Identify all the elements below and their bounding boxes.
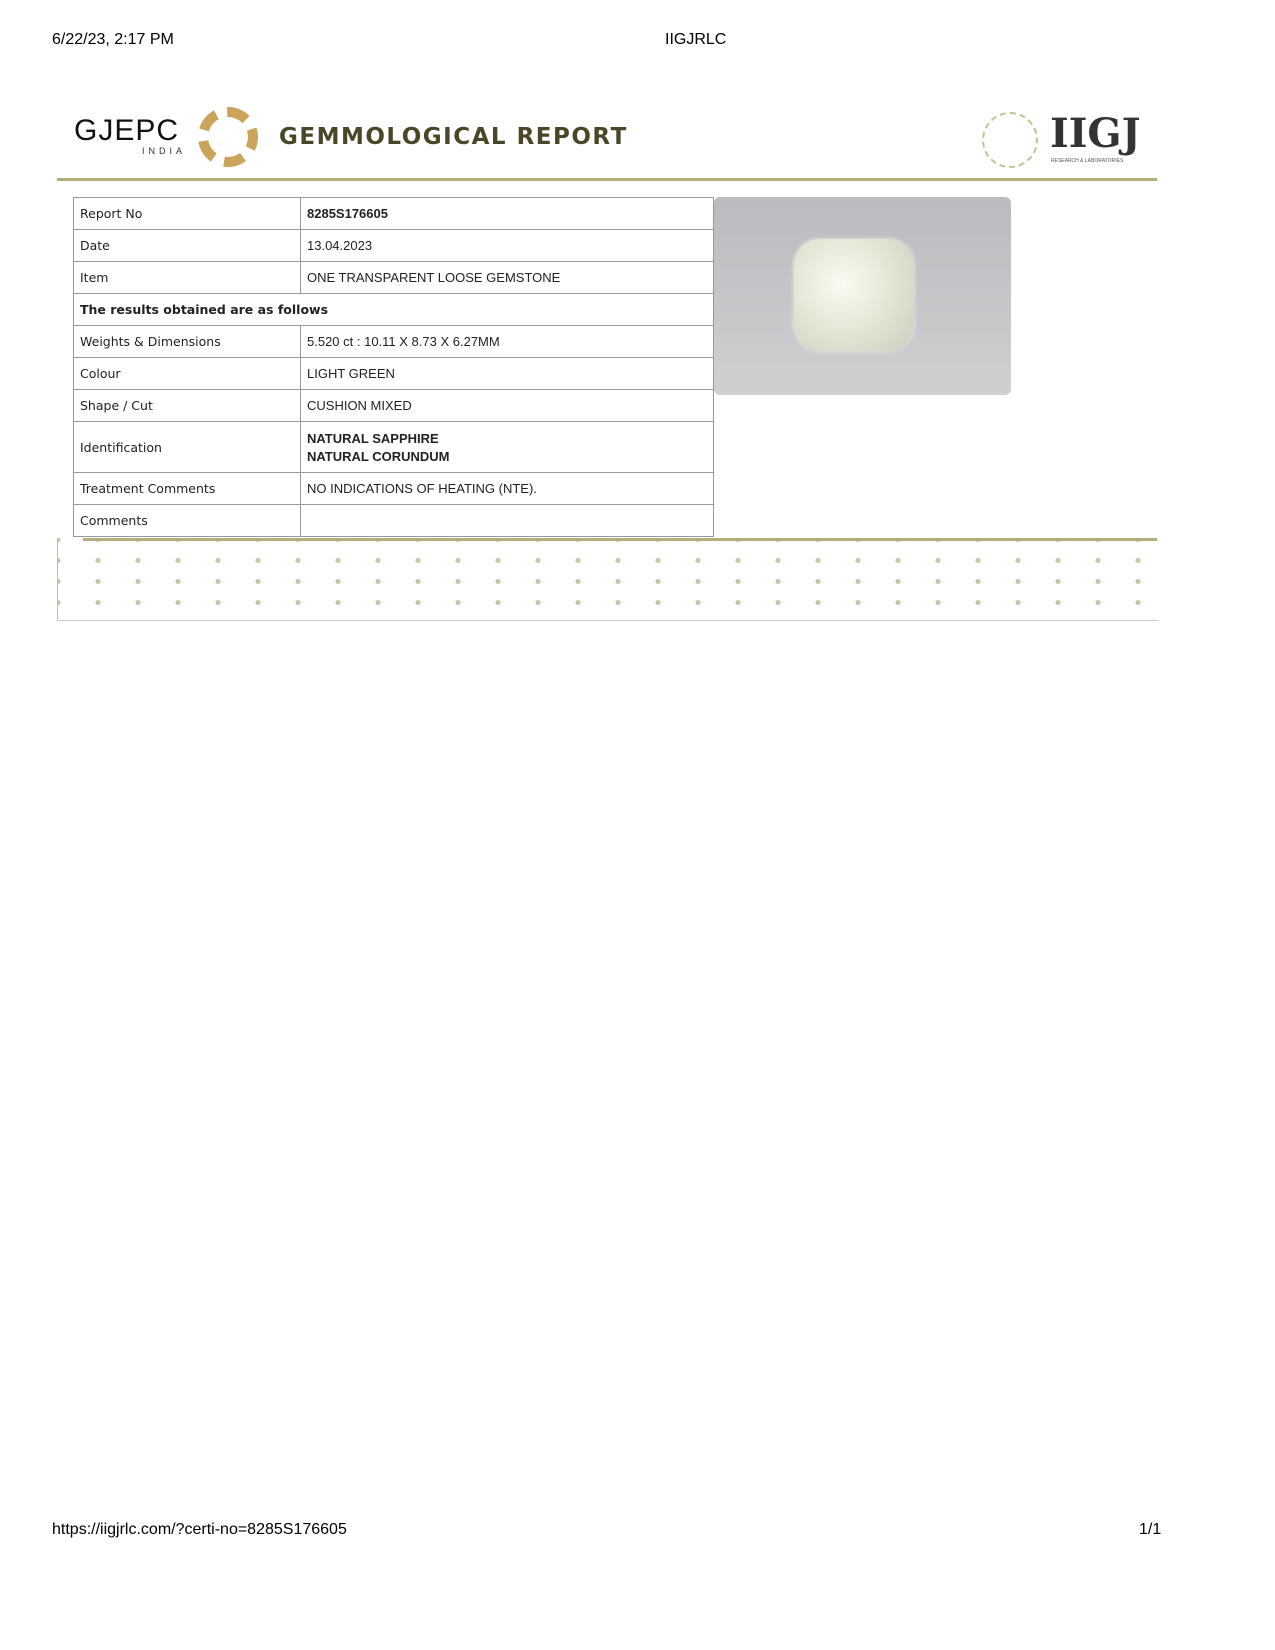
iigj-logo-sub: RESEARCH & LABORATORIES (1051, 158, 1124, 164)
print-page-count: 1/1 (1139, 1521, 1162, 1538)
gjepc-logo-text: GJEPC (74, 114, 180, 147)
results-heading: The results obtained are as follows (74, 294, 714, 326)
table-row (74, 230, 714, 262)
label-comments: Comments (74, 505, 301, 537)
print-page-title: IIGJRLC (665, 31, 727, 48)
value-item: ONE TRANSPARENT LOOSE GEMSTONE (301, 262, 714, 294)
label-weights: Weights & Dimensions (74, 326, 301, 358)
table-row (74, 505, 714, 537)
table-row (74, 473, 714, 505)
table-row (74, 390, 714, 422)
iigj-burst-icon (982, 112, 1038, 168)
table-row (74, 262, 714, 294)
label-colour: Colour (74, 358, 301, 390)
table-row (74, 358, 714, 390)
print-url: https://iigjrlc.com/?certi-no=8285S176605 (52, 1521, 347, 1538)
value-identification-1: NATURAL SAPPHIRE (307, 430, 439, 446)
value-treatment: NO INDICATIONS OF HEATING (NTE). (301, 473, 714, 505)
label-date: Date (74, 230, 301, 262)
value-identification-2: NATURAL CORUNDUM (307, 448, 450, 464)
print-datetime: 6/22/23, 2:17 PM (52, 31, 174, 48)
table-row (74, 294, 714, 326)
table-row (74, 198, 714, 230)
header-divider (57, 178, 1157, 181)
gemstone-photo (714, 197, 1011, 395)
report-table (73, 197, 714, 537)
star-band-divider (83, 538, 1157, 541)
gjepc-sun-icon (198, 107, 258, 167)
value-report-no: 8285S176605 (301, 198, 714, 230)
value-date: 13.04.2023 (301, 230, 714, 262)
iigj-logo: IIGJ (1050, 110, 1141, 157)
label-item: Item (74, 262, 301, 294)
gjepc-logo-sub: INDIA (142, 146, 187, 156)
table-row (74, 422, 714, 473)
label-treatment: Treatment Comments (74, 473, 301, 505)
table-row (74, 326, 714, 358)
gjepc-logo (74, 114, 179, 148)
label-identification: Identification (74, 422, 301, 473)
page-title: GEMMOLOGICAL REPORT (279, 124, 628, 150)
value-comments (301, 505, 714, 537)
value-shape: CUSHION MIXED (301, 390, 714, 422)
decorative-star-band (57, 538, 1158, 621)
value-colour: LIGHT GREEN (301, 358, 714, 390)
label-report-no: Report No (74, 198, 301, 230)
gemstone-icon (794, 239, 914, 351)
value-weights: 5.520 ct : 10.11 X 8.73 X 6.27MM (301, 326, 714, 358)
label-shape: Shape / Cut (74, 390, 301, 422)
